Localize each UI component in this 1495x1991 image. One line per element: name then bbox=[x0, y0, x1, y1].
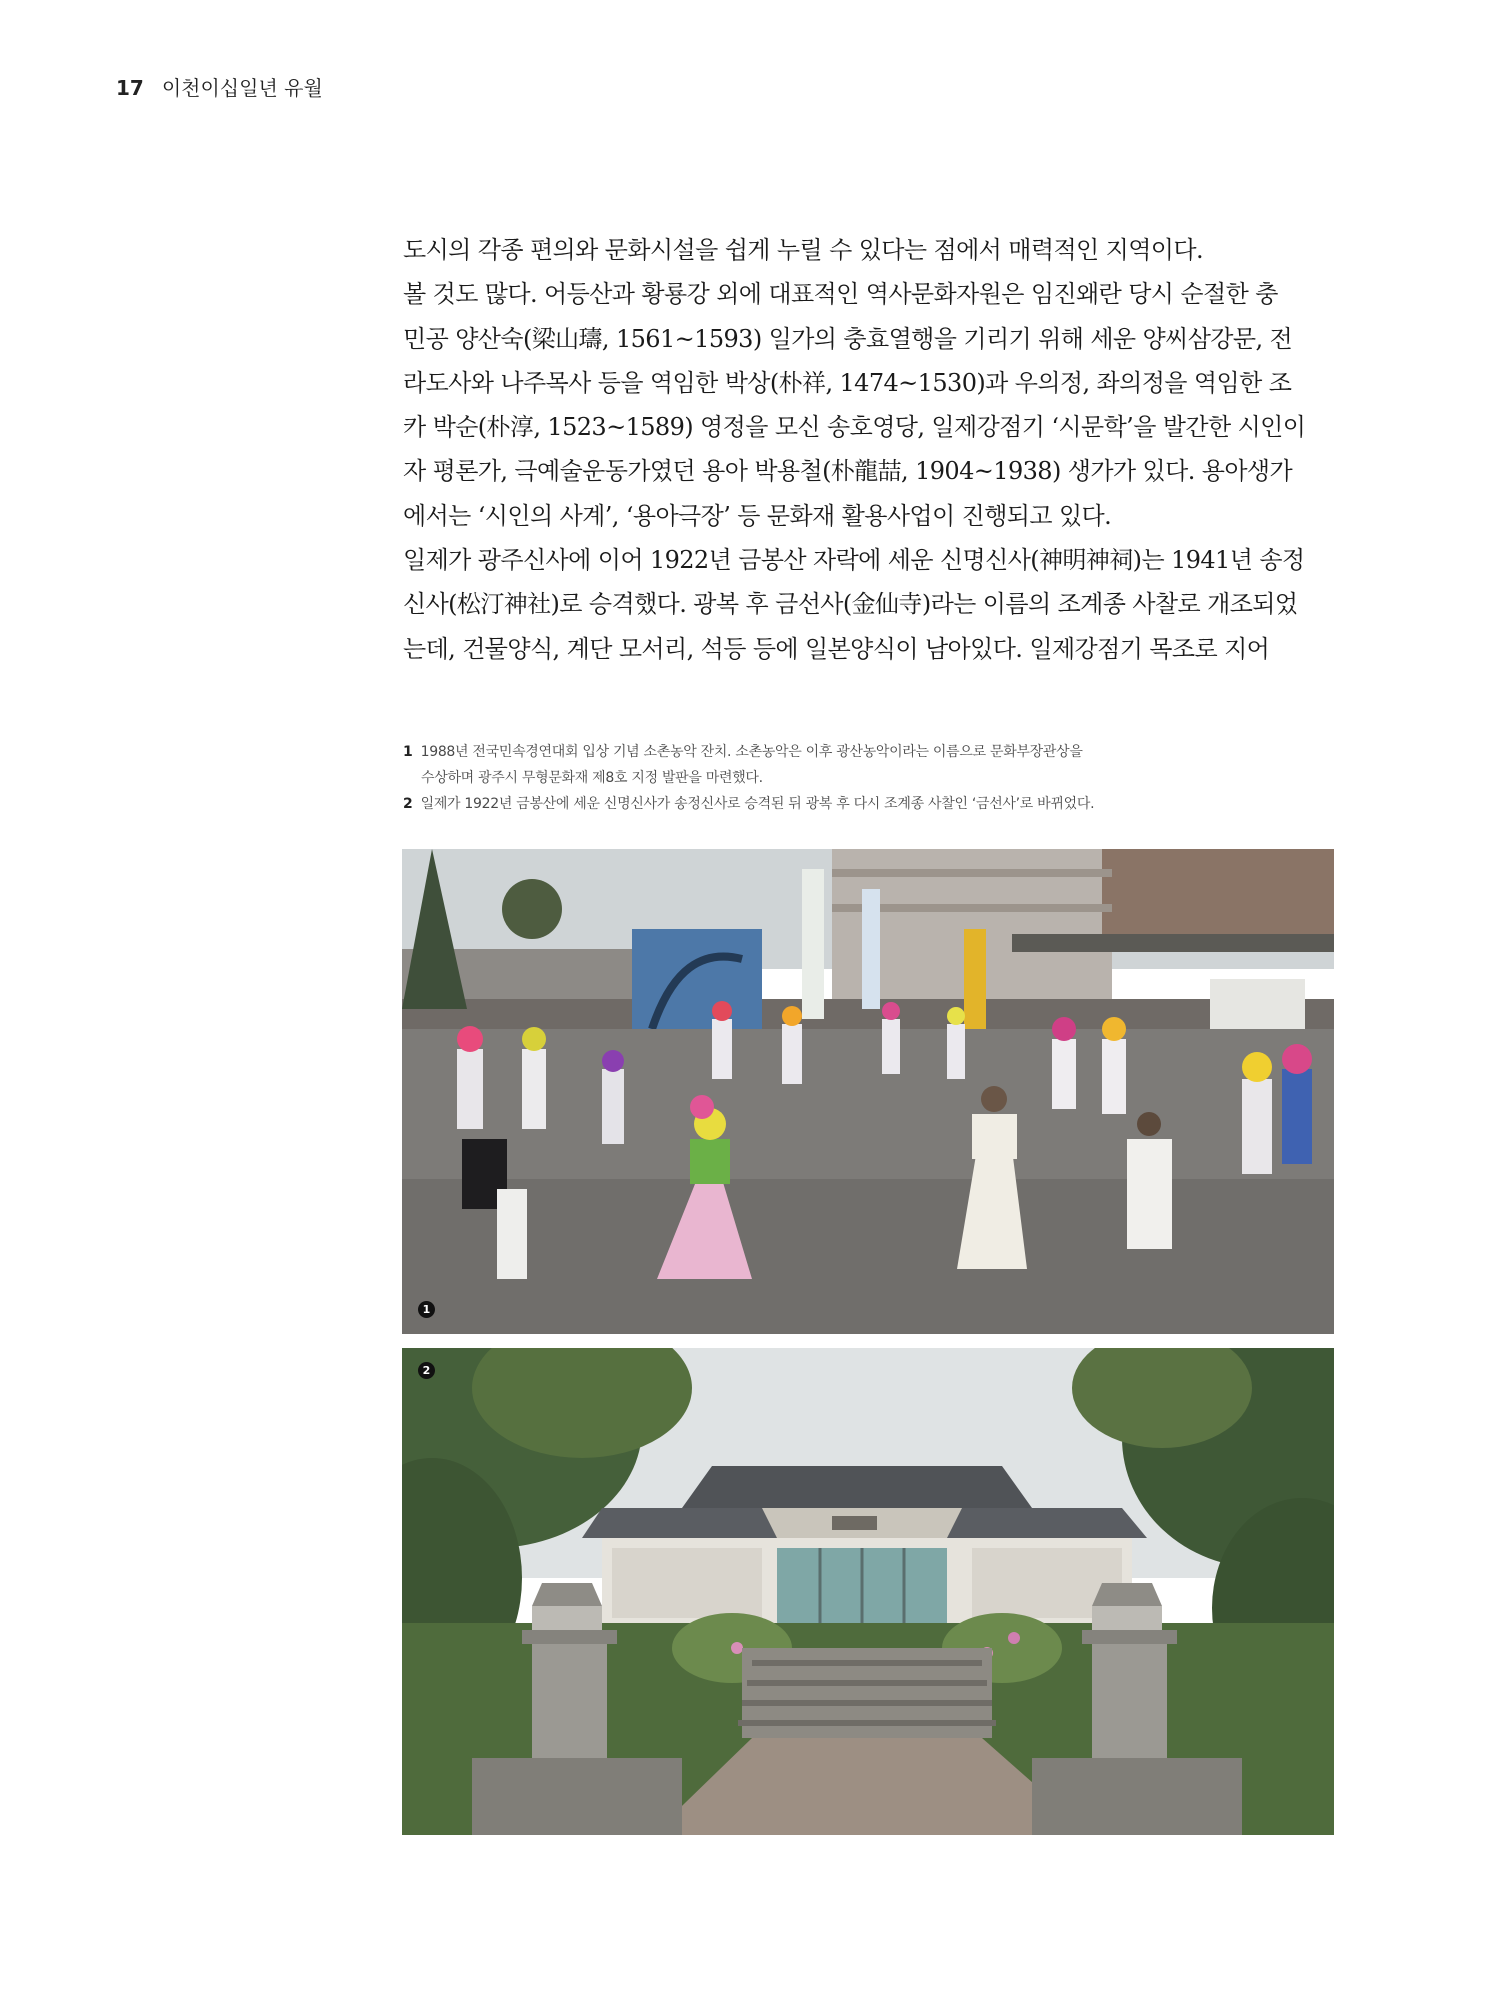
caption-2 bbox=[403, 791, 1343, 817]
caption-1-continued: 수상하며 광주시 무형문화재 제8호 지정 발판을 마련했다. bbox=[421, 770, 763, 786]
photo-number-badge: 2 bbox=[418, 1362, 435, 1379]
caption-text: 일제가 1922년 금봉산에 세운 신명신사가 송정신사로 승격된 뒤 광복 후 다시 조계종 사찰인 ‘금선사’로 바뀌었다. bbox=[420, 796, 1095, 812]
body-paragraphs bbox=[403, 228, 1335, 671]
body-line: 자 평론가, 극예술운동가였던 용아 박용철(朴龍喆, 1904~1938) 생가가 있다. 용아생가 bbox=[403, 457, 1293, 486]
photo-number-badge: 1 bbox=[418, 1301, 435, 1318]
farmers-music-festival-photo bbox=[402, 849, 1334, 1334]
book-title: 이천이십일년 유월 bbox=[161, 76, 323, 100]
caption-number: 2 bbox=[403, 796, 413, 812]
festival-photo-image bbox=[402, 849, 1334, 1334]
body-line: 일제가 광주신사에 이어 1922년 금봉산 자락에 세운 신명신사(神明神祠)는 1941년 송정 bbox=[403, 546, 1305, 575]
caption-1 bbox=[403, 739, 1343, 765]
body-line: 민공 양산숙(梁山璹, 1561~1593) 일가의 충효열행을 기리기 위해 세운 양씨삼강문, 전 bbox=[403, 324, 1293, 353]
body-line: 볼 것도 많다. 어등산과 황룡강 외에 대표적인 역사문화자원은 임진왜란 당시 순절한 충 bbox=[403, 280, 1278, 309]
body-line: 는데, 건물양식, 계단 모서리, 석등 등에 일본양식이 남아있다. 일제강점기 목조로 지어 bbox=[403, 634, 1270, 663]
body-line: 도시의 각종 편의와 문화시설을 쉽게 누릴 수 있다는 점에서 매력적인 지역이다. bbox=[403, 236, 1204, 264]
body-line: 라도사와 나주목사 등을 역임한 박상(朴祥, 1474~1530)과 우의정, 좌의정을 역임한 조 bbox=[403, 368, 1292, 397]
page-number: 17 bbox=[116, 76, 144, 100]
body-line: 카 박순(朴淳, 1523~1589) 영정을 모신 송호영당, 일제강점기 ‘시문학’을 발간한 시인이 bbox=[403, 413, 1306, 442]
photo-captions bbox=[403, 739, 1343, 817]
body-line: 에서는 ‘시인의 사계’, ‘용아극장’ 등 문화재 활용사업이 진행되고 있다. bbox=[403, 501, 1112, 530]
body-line: 신사(松汀神社)로 승격했다. 광복 후 금선사(金仙寺)라는 이름의 조계종 사찰로 개조되었 bbox=[403, 590, 1298, 619]
caption-number: 1 bbox=[403, 744, 413, 760]
temple-photo-image bbox=[402, 1348, 1334, 1835]
caption-text: 1988년 전국민속경연대회 입상 기념 소촌농악 잔치. 소촌농악은 이후 광산농악이라는 이름으로 문화부장관상을 bbox=[420, 744, 1083, 760]
running-header bbox=[116, 72, 323, 101]
temple-photo bbox=[402, 1348, 1334, 1835]
